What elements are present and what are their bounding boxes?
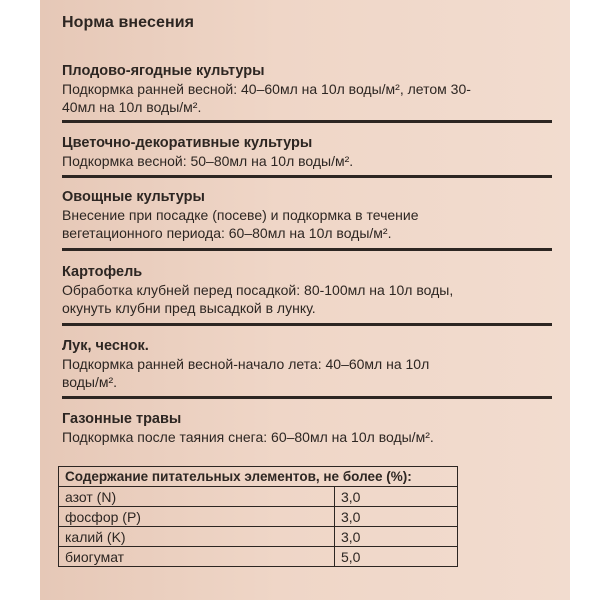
nutrient-name: калий (K) xyxy=(59,527,335,547)
divider xyxy=(62,396,552,399)
table-row xyxy=(59,547,458,567)
table-row xyxy=(59,527,458,547)
nutrient-value: 3,0 xyxy=(335,487,458,507)
section-text-line: Подкормка после таяния снега: 60–80мл на 10л воды/м². xyxy=(62,429,434,445)
section-fruit-berry xyxy=(62,62,556,116)
section-text-line: Подкормка ранней весной-начало лета: 40–60мл на 10л xyxy=(62,356,430,372)
section-heading: Лук, чеснок. xyxy=(62,338,149,354)
table-header-row xyxy=(59,467,458,487)
section-text-line: вегетационного периода: 60–80мл на 10л воды/м². xyxy=(62,225,392,241)
section-text-line: окунуть клубни пред высадкой в лунку. xyxy=(62,300,316,316)
nutrient-name: азот (N) xyxy=(59,487,335,507)
divider xyxy=(62,175,552,178)
divider xyxy=(62,323,552,326)
nutrient-value: 5,0 xyxy=(335,547,458,567)
section-text-line: Подкормка весной: 50–80мл на 10л воды/м². xyxy=(62,153,354,169)
section-heading: Газонные травы xyxy=(62,411,182,427)
divider xyxy=(62,120,552,123)
section-vegetables xyxy=(62,188,556,242)
section-text-line: Обработка клубней перед посадкой: 80-100мл на 10л воды, xyxy=(62,282,454,298)
product-label xyxy=(40,0,570,600)
section-flowers xyxy=(62,134,556,170)
nutrient-value: 3,0 xyxy=(335,527,458,547)
nutrient-name: биогумат xyxy=(59,547,335,567)
section-potato xyxy=(62,263,556,317)
section-text-line: 40мл на 10л воды/м². xyxy=(62,99,202,115)
section-text-line: Подкормка ранней весной: 40–60мл на 10л воды/м², летом 30- xyxy=(62,81,471,97)
section-heading: Картофель xyxy=(62,264,143,280)
page-title: Норма внесения xyxy=(62,14,195,31)
section-heading: Овощные культуры xyxy=(62,189,205,205)
section-text-line: Внесение при посадке (посеве) и подкормка в течение xyxy=(62,207,419,223)
nutrient-value: 3,0 xyxy=(335,507,458,527)
section-onion-garlic xyxy=(62,337,556,391)
divider xyxy=(62,248,552,251)
section-heading: Плодово-ягодные культуры xyxy=(62,63,265,79)
section-heading: Цветочно-декоративные культуры xyxy=(62,135,313,151)
table-row xyxy=(59,507,458,527)
nutrient-name: фосфор (P) xyxy=(59,507,335,527)
section-text-line: воды/м². xyxy=(62,374,118,390)
table-row xyxy=(59,487,458,507)
section-lawn-grass xyxy=(62,410,556,446)
table-header: Содержание питательных элементов, не более (%): xyxy=(59,467,458,487)
nutrients-table xyxy=(58,466,458,567)
